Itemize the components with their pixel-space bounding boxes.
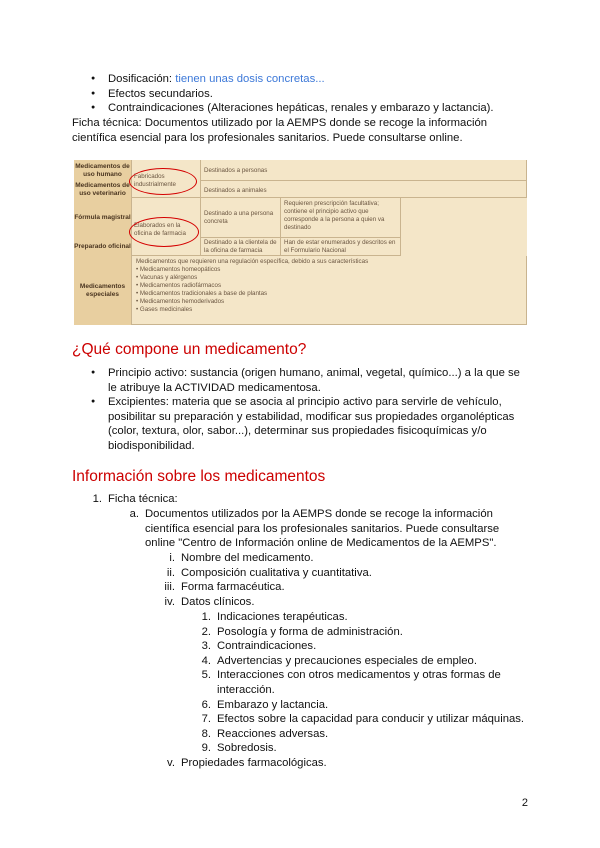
table-cell-requieren-prescripcion: Requieren prescripción facultativa; contiene el principio activo que corresponde a la persona a quien va destinado [281,198,401,238]
composition-bullet-list [108,366,528,454]
top-bullet-list [108,72,528,116]
bullet-principio-activo: ● Principio activo: sustancia (origen humano, animal, vegetal, químico...) a la que se le atribuye la ACTIVIDAD medicamentosa. [108,366,528,395]
table-cell-clientela: Destinado a la clientela de la oficina de farmacia [201,238,281,256]
table-cell-fabricados: Fabricados industrialmente [131,160,201,198]
dosificacion-link[interactable]: tienen unas dosis concretas... [175,73,325,85]
highlight-oval-fabricados [129,168,197,195]
clinical-item: 5. Interacciones con otros medicamentos y otras formas de interacción. [201,669,501,696]
item-letter: a. [129,508,139,520]
table-cell-elaborados: Elaborados en la oficina de farmacia [131,198,201,256]
medicine-classification-table [74,160,527,325]
item-a-documentos: a. Documentos utilizados por la AEMPS donde se recoge la información científica esencial para los profesionales sanitarios. Puede consultarse online "Centro de Información online de Medicamentos de la AEMPS". [129,508,500,550]
table-cell-destinados-personas: Destinados a personas [201,160,527,181]
roman-item: i. Nombre del medicamento. [169,552,314,564]
clinical-item: 2. Posología y forma de administración. [201,625,403,638]
clinical-data-list [201,610,527,756]
roman-item-last: v. Propiedades farmacológicas. [167,757,327,769]
page-number: 2 [521,797,528,809]
table-cell-especiales [131,256,527,325]
roman-list [164,551,531,609]
clinical-item: 8. Reacciones adversas. [201,727,329,740]
highlight-oval-elaborados [129,217,199,247]
especiales-item: • Medicamentos radiofármacos [136,282,222,289]
roman-item: ii. Composición cualitativa y cuantitativa. [166,566,372,579]
clinical-item: 4. Advertencias y precauciones especiales de empleo. [201,654,477,667]
especiales-item: • Vacunas y alérgenos [136,274,198,281]
item-number: 1. [92,493,102,505]
item-ficha-tecnica: 1. Ficha técnica: [92,493,178,505]
especiales-item: • Gases medicinales [136,306,193,313]
ficha-paragraph: Ficha técnica: Documentos utilizado por la AEMPS donde se recoge la información científica esencial para los profesionales sanitarios. Puede consultarse online. [72,117,488,144]
table-header-uso-humano: Medicamentos de uso humano [74,160,132,182]
table-header-especiales: Medicamentos especiales [74,256,132,325]
especiales-item: • Medicamentos homeopáticos [136,266,221,273]
bullet-excipientes: ● Excipientes: materia que se asocia al principio activo para servirle de vehículo, posibilitar su preparación y estabilidad, modificar sus propiedades organolépticas (color, textura, olor, sabor...), determinar sus propiedades fisicoquímicas y/o biodisponibilidad. [108,395,528,453]
section-title-composicion: ¿Qué compone un medicamento? [72,341,307,358]
table-header-formula-magistral: Fórmula magistral [74,198,132,239]
table-header-preparado-oficinal: Preparado oficinal [74,238,132,257]
especiales-item: • Medicamentos hemoderivados [136,298,225,305]
bullet-contraindicaciones: ● Contraindicaciones (Alteraciones hepáticas, renales y embarazo y lactancia). [108,101,528,116]
especiales-item: • Medicamentos tradicionales a base de plantas [136,290,268,297]
clinical-item: 9. Sobredosis. [201,742,277,755]
clinical-item: 1. Indicaciones terapéuticas. [201,611,348,623]
roman-item: iv. Datos clínicos. [164,595,255,608]
section-title-informacion: Información sobre los medicamentos [72,468,326,485]
table-cell-formulario: Han de estar enumerados y descritos en el Formulario Nacional [281,238,401,256]
clinical-item: 7. Efectos sobre la capacidad para conducir y utilizar máquinas. [201,713,525,726]
table-cell-persona-concreta: Destinado a una persona concreta [201,198,281,238]
table-cell-destinados-animales: Destinados a animales [201,181,527,198]
bullet-efectos: ● Efectos secundarios. [108,87,528,102]
roman-item: iii. Forma farmacéutica. [164,581,285,594]
especiales-lead: Medicamentos que requieren una regulación específica, debido a sus características [136,258,369,265]
clinical-item: 3. Contraindicaciones. [201,640,317,653]
clinical-item: 6. Embarazo y lactancia. [201,698,329,711]
table-header-uso-veterinario: Medicamentos de uso veterinario [74,181,132,199]
bullet-dosificacion: ● Dosificación: tienen unas dosis concretas... [108,72,528,87]
